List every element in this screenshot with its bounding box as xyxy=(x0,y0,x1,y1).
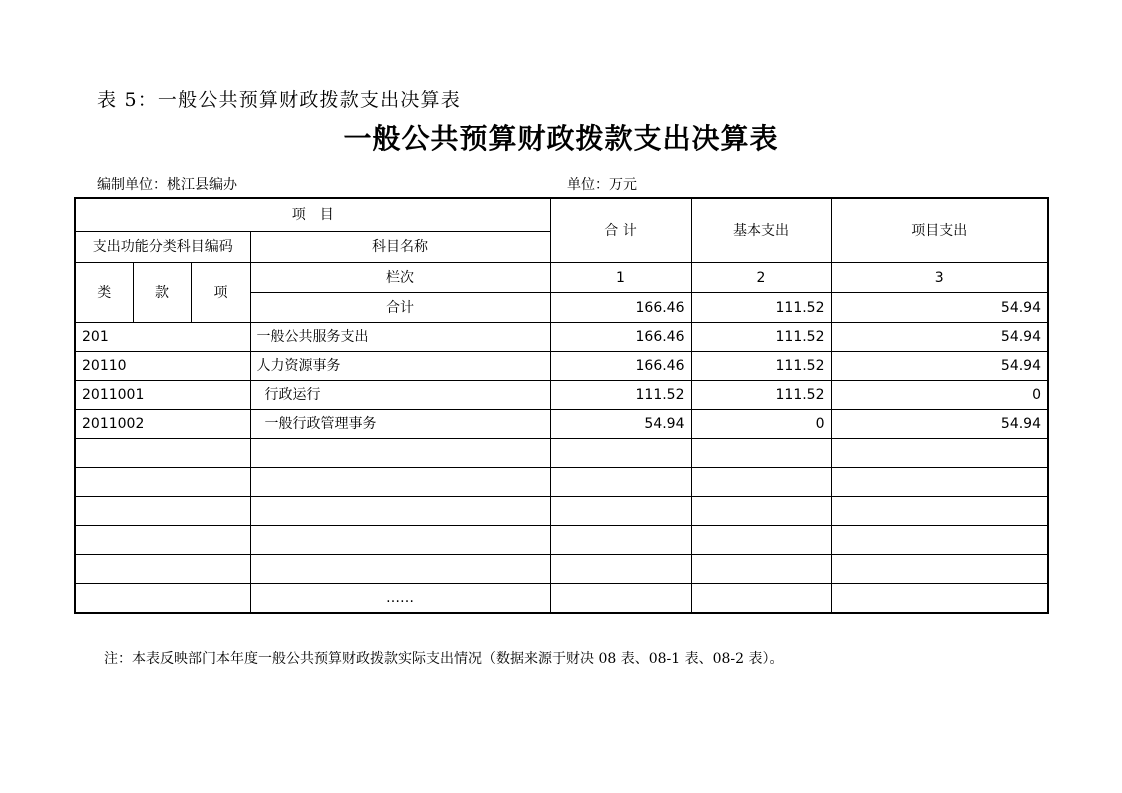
row-basic: 111.52 xyxy=(691,381,831,410)
empty-row xyxy=(75,439,1048,468)
empty-row xyxy=(75,468,1048,497)
footnote: 注：本表反映部门本年度一般公共预算财政拨款实际支出情况（数据来源于财决 08 表、08-1 表、08-2 表）。 xyxy=(104,651,784,667)
header-subject-name: 科目名称 xyxy=(250,232,550,263)
table-row xyxy=(75,352,1048,381)
column-number-3: 3 xyxy=(831,263,1048,293)
row-code: 2011001 xyxy=(75,381,250,410)
sum-project: 54.94 xyxy=(831,293,1048,323)
row-name: 人力资源事务 xyxy=(250,352,550,381)
row-code: 20110 xyxy=(75,352,250,381)
header-lei: 类 xyxy=(75,263,133,323)
page-title: 一般公共预算财政拨款支出决算表 xyxy=(343,122,779,155)
row-name: 一般行政管理事务 xyxy=(250,410,550,439)
expenditure-table xyxy=(74,197,1049,614)
row-total: 54.94 xyxy=(550,410,691,439)
empty-row xyxy=(75,584,1048,614)
header-basic: 基本支出 xyxy=(691,198,831,263)
empty-row xyxy=(75,526,1048,555)
ellipsis-cell: …… xyxy=(250,584,550,614)
header-item: 项 目 xyxy=(75,198,550,232)
row-project: 54.94 xyxy=(831,323,1048,352)
row-basic: 111.52 xyxy=(691,323,831,352)
column-number-1: 1 xyxy=(550,263,691,293)
row-project: 54.94 xyxy=(831,352,1048,381)
sum-total: 166.46 xyxy=(550,293,691,323)
table-row xyxy=(75,381,1048,410)
column-number-label: 栏次 xyxy=(250,263,550,293)
column-number-2: 2 xyxy=(691,263,831,293)
header-kuan: 款 xyxy=(133,263,191,323)
table-number-caption: 表 5：一般公共预算财政拨款支出决算表 xyxy=(97,89,461,111)
row-project: 0 xyxy=(831,381,1048,410)
row-total: 111.52 xyxy=(550,381,691,410)
empty-row xyxy=(75,555,1048,584)
header-code-group: 支出功能分类科目编码 xyxy=(75,232,250,263)
header-project: 项目支出 xyxy=(831,198,1048,263)
row-code: 2011002 xyxy=(75,410,250,439)
row-name: 行政运行 xyxy=(250,381,550,410)
row-project: 54.94 xyxy=(831,410,1048,439)
table-row xyxy=(75,410,1048,439)
row-code: 201 xyxy=(75,323,250,352)
table-row xyxy=(75,323,1048,352)
currency-unit: 单位：万元 xyxy=(567,177,637,193)
row-basic: 111.52 xyxy=(691,352,831,381)
row-total: 166.46 xyxy=(550,323,691,352)
header-xiang: 项 xyxy=(191,263,250,323)
empty-row xyxy=(75,497,1048,526)
row-name: 一般公共服务支出 xyxy=(250,323,550,352)
compiling-unit: 编制单位：桃江县编办 xyxy=(97,177,237,193)
sum-basic: 111.52 xyxy=(691,293,831,323)
sum-label: 合计 xyxy=(250,293,550,323)
header-total: 合 计 xyxy=(550,198,691,263)
row-total: 166.46 xyxy=(550,352,691,381)
row-basic: 0 xyxy=(691,410,831,439)
